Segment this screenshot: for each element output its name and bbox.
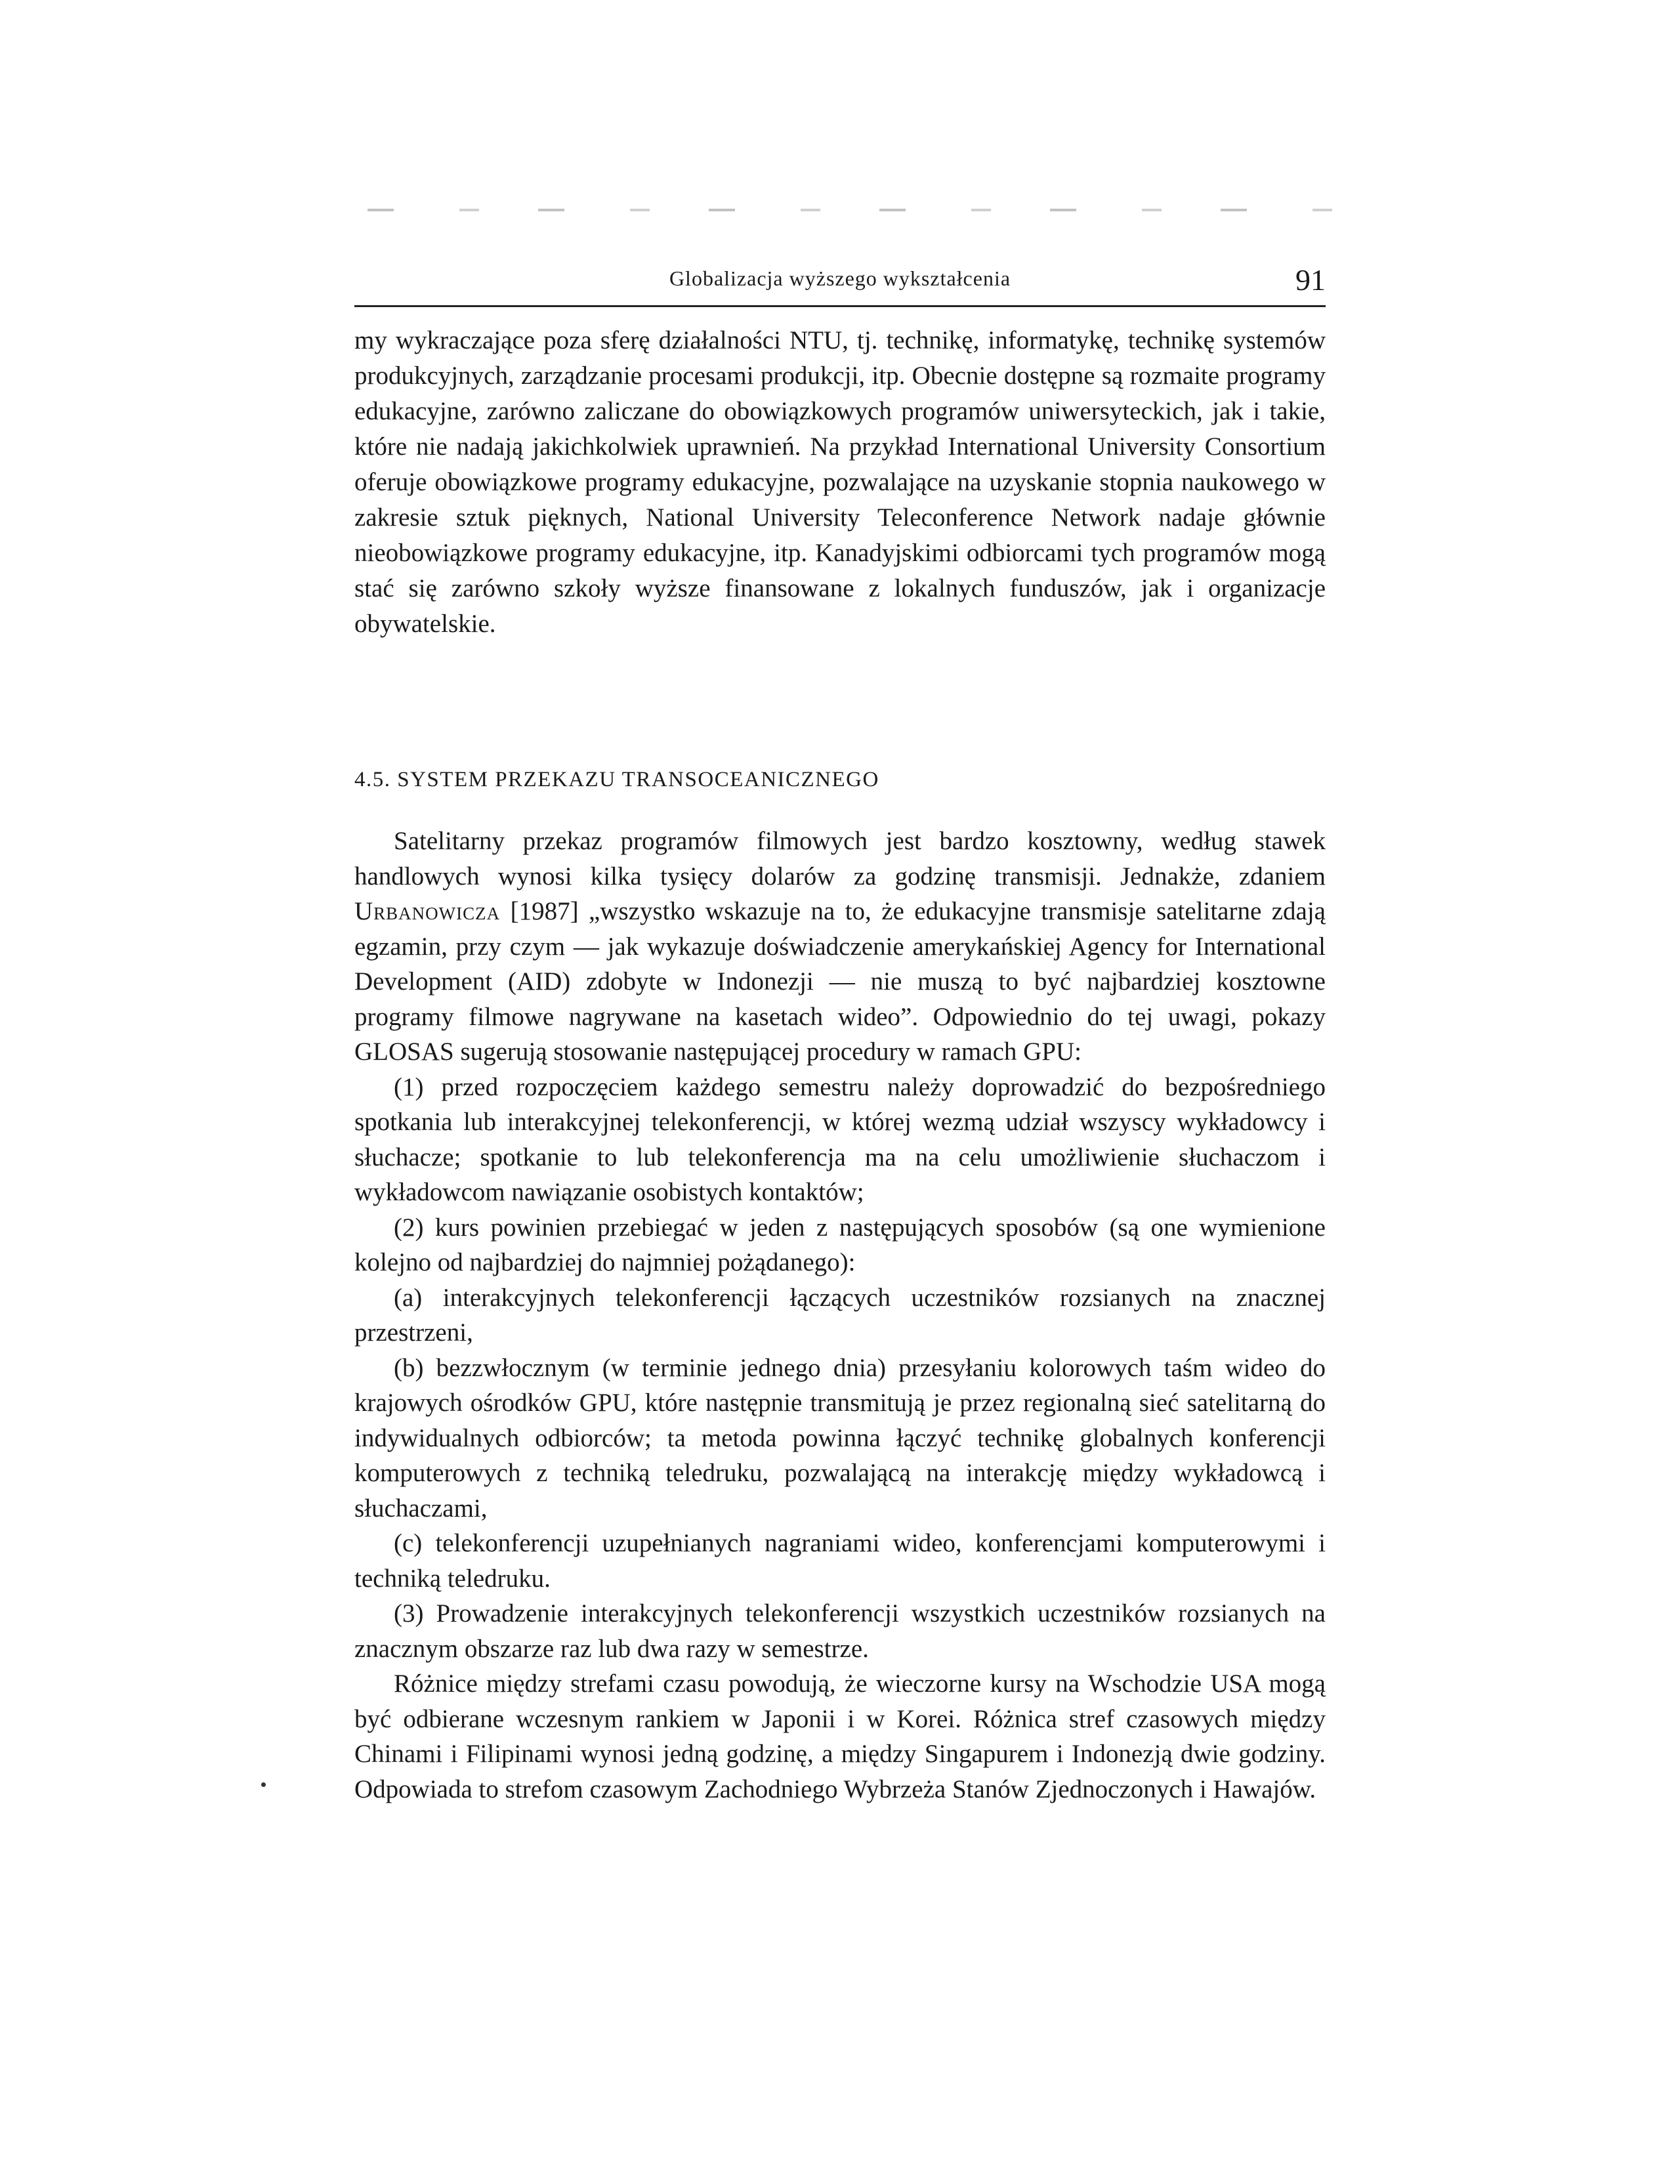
list-item-2b: (b) bezzwłocznym (w terminie jednego dnia) przesyłaniu kolorowych taśm wideo do krajowych ośrodków GPU, które następnie transmitują je przez regionalną sieć satelitarną do indywidualnych odbiorców; ta metoda powinna łączyć technikę globalnych konferencji komputerowych z techniką teledruku, pozwalającą na interakcję między wykładowcą i słuchaczami, [354, 1353, 1326, 1522]
paragraph-satellite [354, 824, 1326, 1070]
author-citation: Urbanowicza [354, 897, 501, 925]
running-title: Globalizacja wyższego wykształcenia [669, 266, 1011, 290]
running-header [354, 262, 1326, 302]
intro-paragraph: my wykraczające poza sferę działalności NTU, tj. technikę, informatykę, technikę systemów produkcyjnych, zarządzanie procesami produkcji, itp. Obecnie dostępne są rozmaite programy edukacyjne, zarówno zaliczane do obowiązkowych programów uniwersyteckich, jak i takie, które nie nadają jakichkolwiek uprawnień. Na przykład International University Consortium oferuje obowiązkowe programy edukacyjne, pozwalające na uzyskanie stopnia naukowego w zakresie sztuk pięknych, National University Teleconference Network nadaje głównie nieobowiązkowe programy edukacyjne, itp. Kanadyjskimi odbiorcami tych programów mogą stać się zarówno szkoły wyższe finansowane z lokalnych funduszów, jak i organizacje obywatelskie. [354, 326, 1326, 638]
list-item-3: (3) Prowadzenie interakcyjnych telekonferencji wszystkich uczestników rozsianych na znacznym obszarze raz lub dwa razy w semestrze. [354, 1599, 1326, 1663]
page-number: 91 [1295, 263, 1326, 297]
section-heading: 4.5. SYSTEM PRZEKAZU TRANSOCEANICZNEGO [354, 768, 879, 791]
paragraph-satellite-part2: [1987] „wszystko wskazuje na to, że edukacyjne transmisje satelitarne zdają egzamin, przy czym — jak wykazuje doświadczenie amerykańskiej Agency for International Development (AID) zdobyte w Indonezji — nie muszą to być najbardziej kosztowne programy filmowe nagrywane na kasetach wideo”. Odpowiednio do tej uwagi, pokazy GLOSAS sugerują stosowanie następującej procedury w ramach GPU: [354, 897, 1326, 1066]
section-body [354, 824, 1326, 1807]
list-item-1: (1) przed rozpoczęciem każdego semestru należy doprowadzić do bezpośredniego spotkania lub interakcyjnej telekonferencji, w której wezmą udział wszyscy wykładowcy i słuchacze; spotkanie to lub telekonferencja ma na celu umożliwienie słuchaczom i wykładowcom nawiązanie osobistych kontaktów; [354, 1072, 1326, 1206]
header-rule [354, 305, 1326, 307]
scan-speck [261, 1782, 266, 1787]
paragraph-time-zones: Różnice między strefami czasu powodują, że wieczorne kursy na Wschodzie USA mogą być odbierane wczesnym rankiem w Japonii i w Korei. Różnica stref czasowych między Chinami i Filipinami wynosi jedną godzinę, a między Singapurem i Indonezją dwie godziny. Odpowiada to strefom czasowym Zachodniego Wybrzeża Stanów Zjednoczonych i Hawajów. [354, 1670, 1326, 1803]
scan-artifact-line [368, 209, 1391, 211]
paragraph-satellite-part1: Satelitarny przekaz programów filmowych jest bardzo kosztowny, według stawek handlowych wynosi kilka tysięcy dolarów za godzinę transmisji. Jednakże, zdaniem [354, 827, 1326, 891]
list-item-2: (2) kurs powinien przebiegać w jeden z następujących sposobów (są one wymienione kolejno od najbardziej do najmniej pożądanego): [354, 1213, 1326, 1276]
list-item-2c: (c) telekonferencji uzupełnianych nagraniami wideo, konferencjami komputerowymi i techniką teledruku. [354, 1529, 1326, 1593]
list-item-2a: (a) interakcyjnych telekonferencji łączących uczestników rozsianych na znacznej przestrzeni, [354, 1283, 1326, 1347]
intro-text [354, 323, 1326, 642]
